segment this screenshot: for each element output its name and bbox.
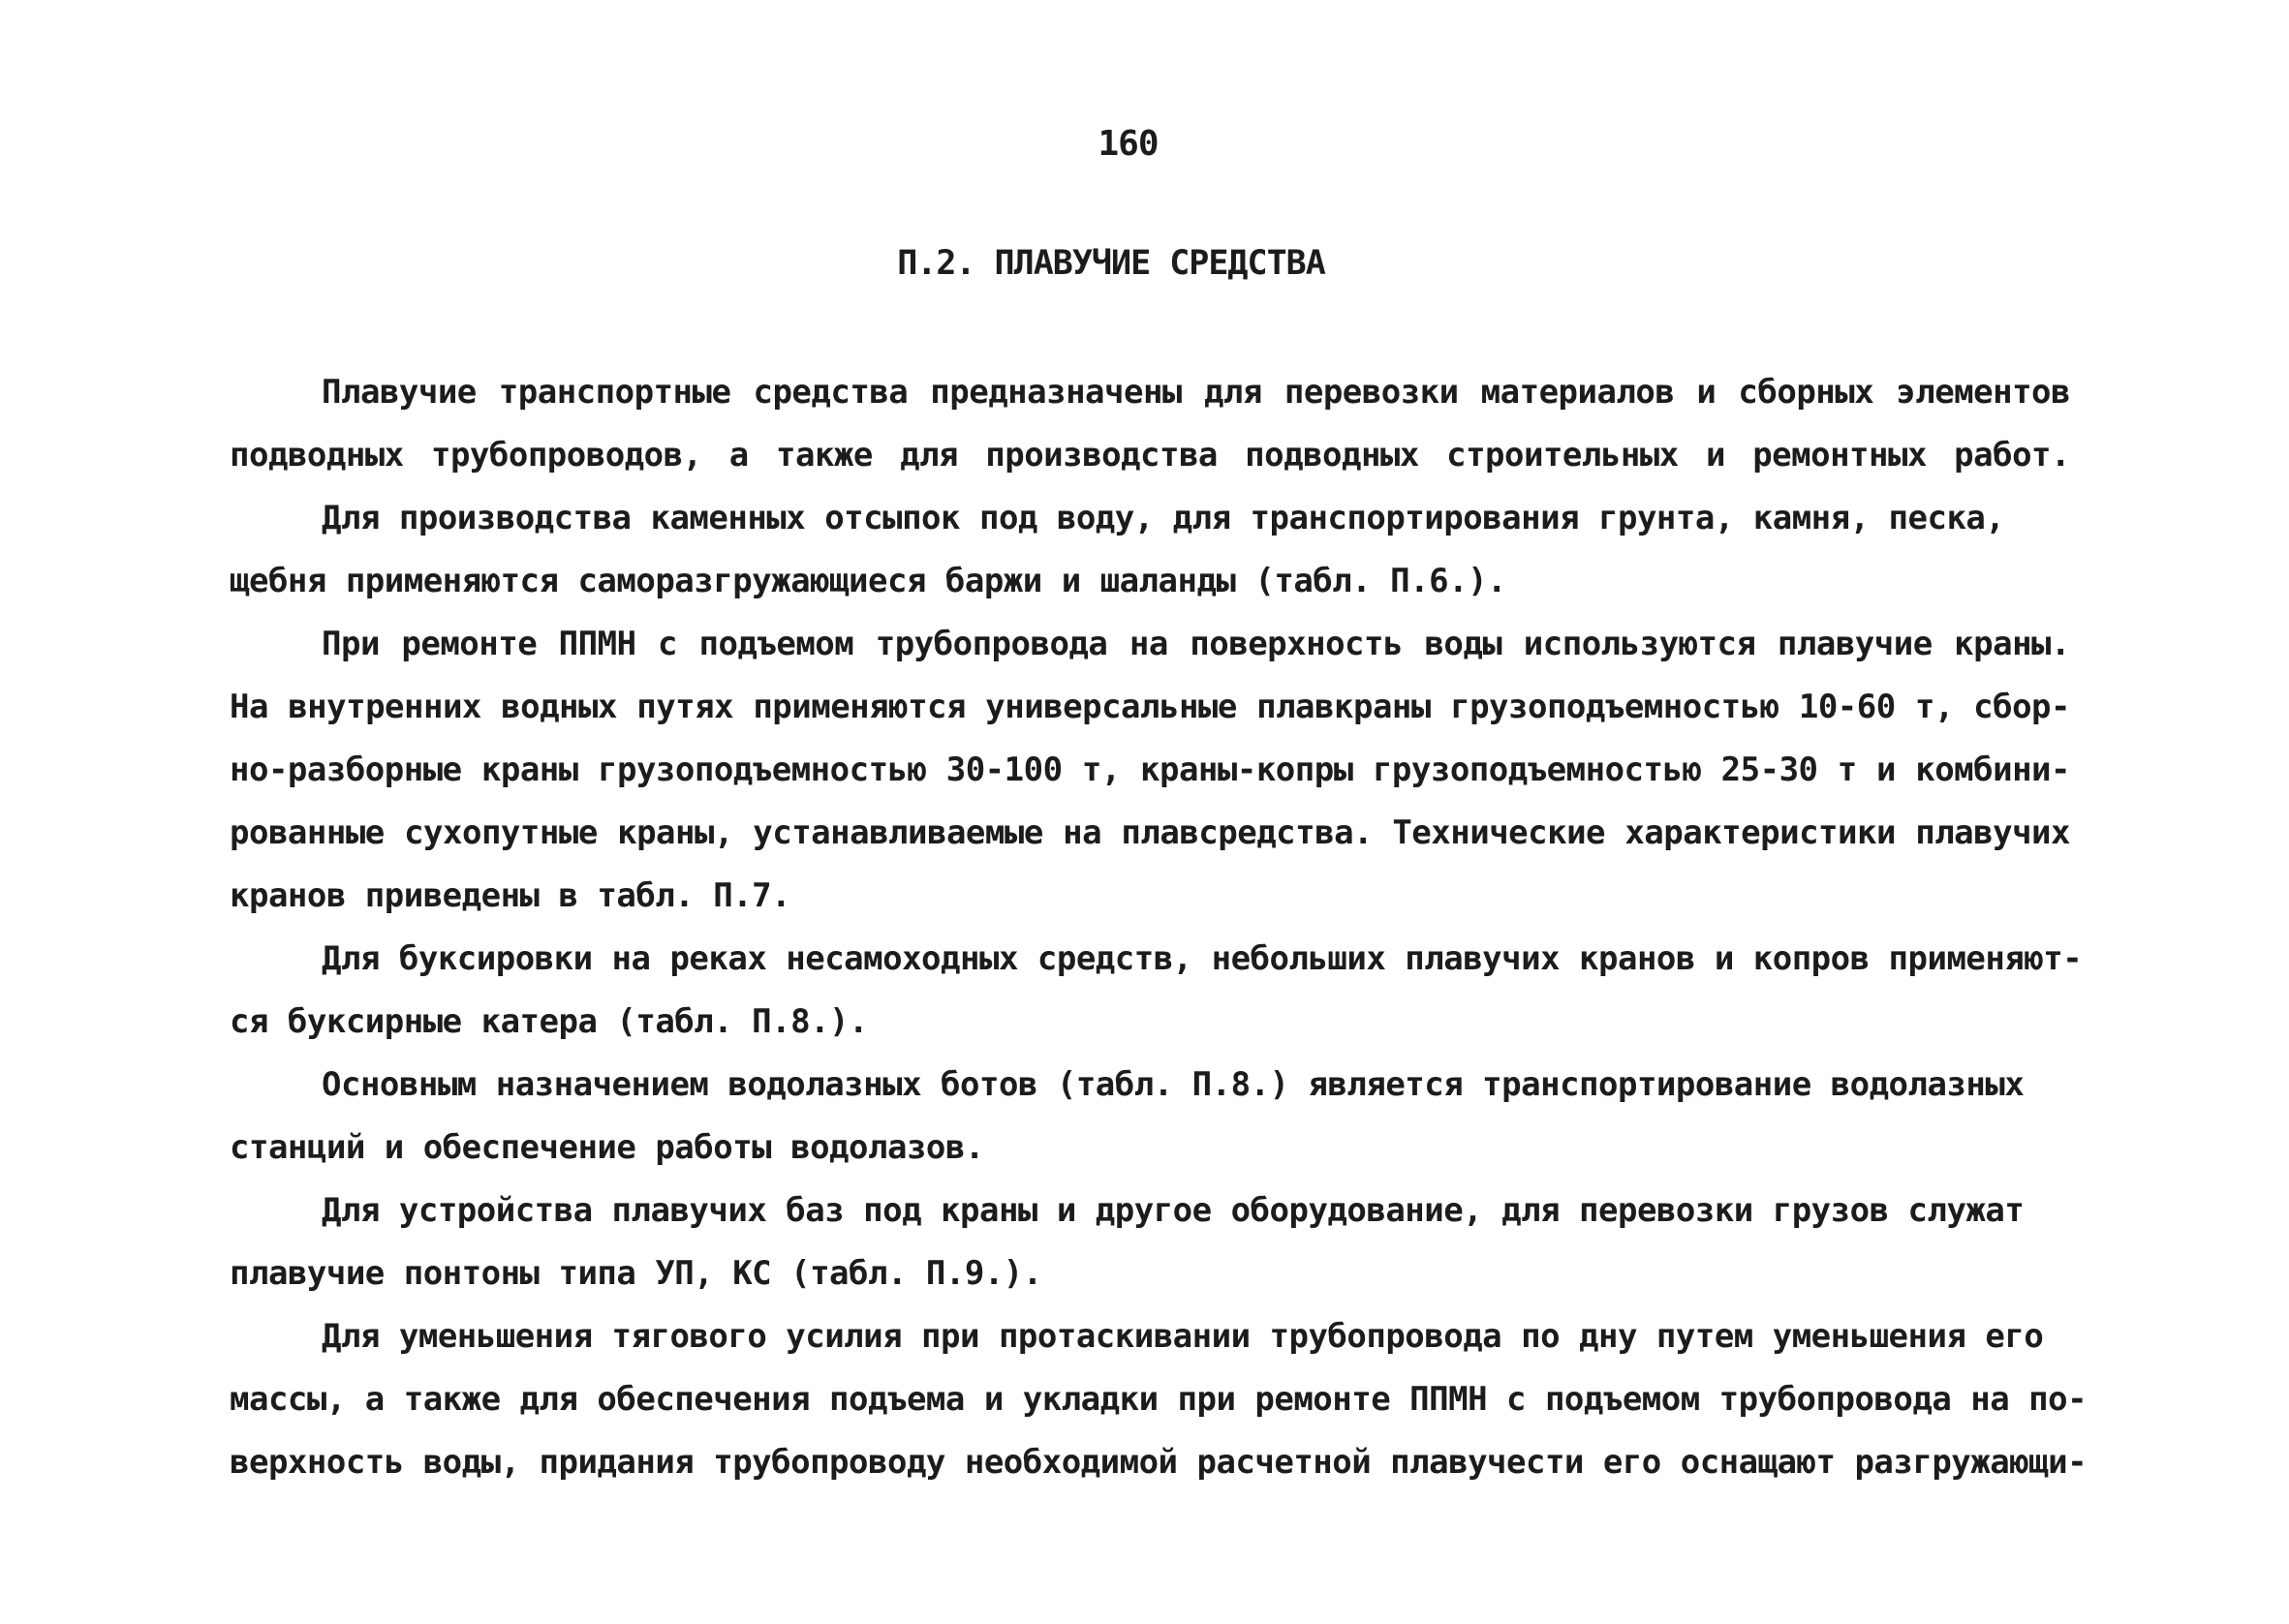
paragraph-3-line-3: но-разборные краны грузоподъемностью 30-100 т, краны-копры грузоподъемностью 25-30 т и комбини- — [230, 751, 2070, 789]
paragraph-1-line-1: Плавучие транспортные средства предназначены для перевозки материалов и сборных элементов — [322, 373, 2070, 412]
paragraph-6-line-1: Для устройства плавучих баз под краны и другое оборудование, для перевозки грузов служат — [322, 1191, 2025, 1230]
paragraph-1-line-2: подводных трубопроводов, а также для производства подводных строительных и ремонтных работ. — [230, 436, 2070, 475]
paragraph-4-line-1: Для буксировки на реках несамоходных средств, небольших плавучих кранов и копров применяют- — [322, 939, 2083, 978]
paragraph-3-line-4: рованные сухопутные краны, устанавливаемые на плавсредства. Технические характеристики плавучих — [230, 813, 2070, 852]
paragraph-4-line-2: ся буксирные катера (табл. П.8.). — [230, 1002, 869, 1041]
paragraph-2-line-2: щебня применяются саморазгружающиеся баржи и шаланды (табл. П.6.). — [230, 562, 1507, 600]
section-title: П.2. ПЛАВУЧИЕ СРЕДСТВА — [897, 244, 1325, 283]
paragraph-2-line-1: Для производства каменных отсыпок под воду, для транспортирования грунта, камня, песка, — [322, 499, 2005, 537]
paragraph-7-line-2: массы, а также для обеспечения подъема и укладки при ремонте ППМН с подъемом трубопровода на по- — [230, 1380, 2088, 1419]
page-number: 160 — [1098, 124, 1159, 164]
paragraph-5-line-1: Основным назначением водолазных ботов (табл. П.8.) является транспортирование водолазных — [322, 1065, 2025, 1104]
paragraph-3-line-1: При ремонте ППМН с подъемом трубопровода на поверхность воды используются плавучие краны. — [322, 625, 2070, 663]
paragraph-7-line-3: верхность воды, придания трубопроводу необходимой расчетной плавучести его оснащают разгружающи- — [230, 1443, 2088, 1482]
paragraph-3-line-2: На внутренних водных путях применяются универсальные плавкраны грузоподъемностью 10-60 т, сбор- — [230, 688, 2070, 726]
paragraph-3-line-5: кранов приведены в табл. П.7. — [230, 876, 791, 915]
paragraph-6-line-2: плавучие понтоны типа УП, КС (табл. П.9.). — [230, 1254, 1042, 1293]
paragraph-7-line-1: Для уменьшения тягового усилия при протаскивании трубопровода по дну путем уменьшения его — [322, 1317, 2044, 1356]
paragraph-5-line-2: станций и обеспечение работы водолазов. — [230, 1128, 984, 1167]
